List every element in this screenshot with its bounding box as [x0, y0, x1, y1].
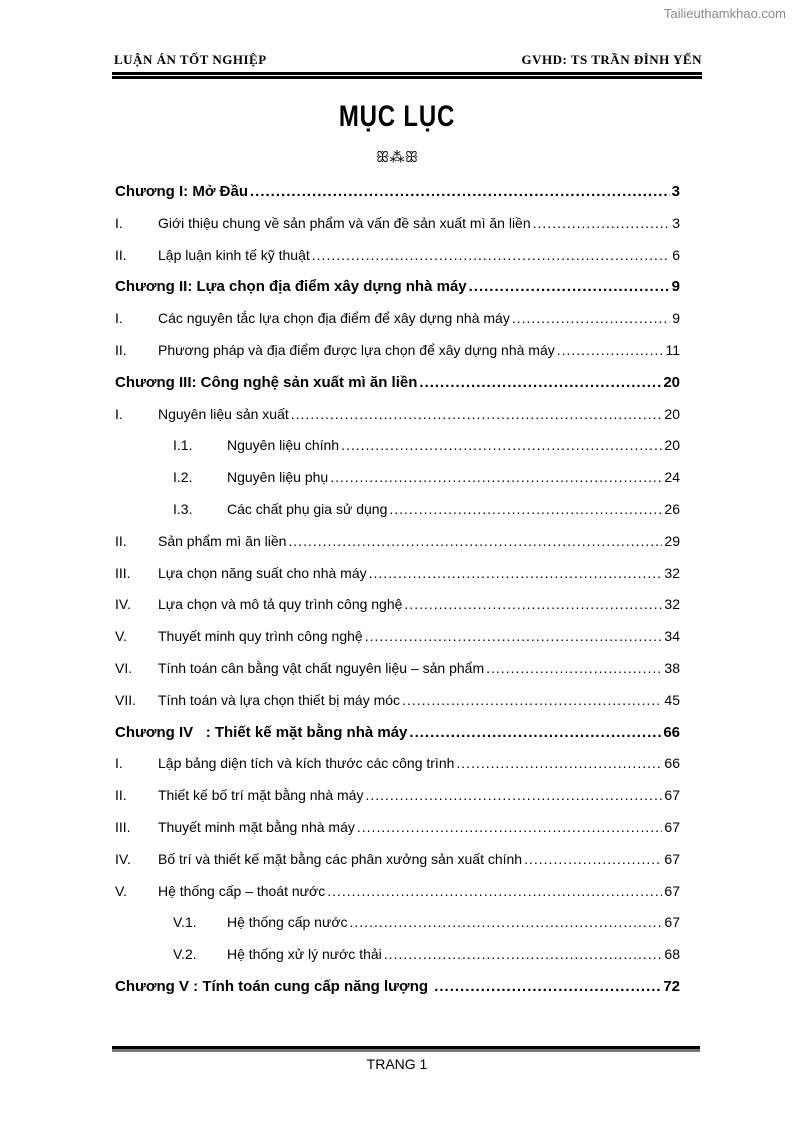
toc-entry[interactable]: [115, 335, 680, 367]
dot-leader: [389, 494, 662, 526]
entry-number: V.1.: [173, 914, 197, 931]
toc-chapter-entry[interactable]: [115, 971, 680, 1003]
entry-number: II.: [115, 341, 127, 358]
toc-entry[interactable]: [115, 526, 680, 558]
entry-number: I.2.: [173, 469, 193, 486]
entry-title: Chương IV : Thiết kế mặt bằng nhà máy: [115, 723, 408, 741]
ornament-icon: ꕥ⁂ꕥ: [375, 148, 419, 166]
entry-number: I.: [115, 214, 123, 231]
entry-title: Sản phẩm mì ăn liền: [158, 532, 287, 549]
dot-leader: [365, 780, 662, 812]
toc-chapter-entry[interactable]: [115, 717, 680, 749]
entry-page: 20: [663, 373, 680, 391]
entry-title: Lập luận kinh tế kỹ thuật: [158, 246, 310, 263]
dot-leader: [419, 367, 661, 399]
entry-number: I.: [115, 310, 123, 327]
entry-page: 67: [664, 787, 680, 804]
toc-chapter-entry[interactable]: [115, 367, 680, 399]
entry-page: 67: [664, 882, 680, 899]
dot-leader: [330, 462, 662, 494]
entry-page: 11: [665, 341, 680, 358]
toc-entry[interactable]: [115, 748, 680, 780]
dot-leader: [456, 748, 662, 780]
entry-page: 67: [664, 850, 680, 867]
entry-number: V.: [115, 628, 127, 645]
header-left: LUẬN ÁN TỐT NGHIỆP: [114, 52, 267, 67]
entry-page: 72: [663, 977, 680, 995]
dot-leader: [341, 430, 662, 462]
entry-page: 20: [664, 405, 680, 422]
entry-title: Giới thiệu chung về sản phẩm và vấn đề sản xuất mì ăn liền: [158, 214, 531, 231]
entry-page: 3: [671, 183, 680, 200]
entry-title: Chương I: Mở Đầu: [115, 183, 249, 200]
toc-entry[interactable]: [115, 399, 680, 431]
dot-leader: [250, 176, 670, 208]
entry-title: Phương pháp và địa điểm được lựa chọn để xây dựng nhà máy: [158, 341, 555, 358]
toc-chapter-entry[interactable]: [115, 176, 680, 208]
entry-page: 9: [671, 278, 680, 296]
entry-number: IV.: [115, 596, 131, 613]
entry-title: Thuyết minh quy trình công nghệ: [158, 628, 363, 645]
entry-number: I.3.: [173, 500, 193, 517]
toc-entry[interactable]: [115, 876, 680, 908]
entry-title: Chương II: Lựa chọn địa điểm xây dựng nhà máy: [115, 278, 467, 296]
dot-leader: [434, 971, 661, 1003]
dot-leader: [557, 335, 664, 367]
page-title: MỤC LỤC: [338, 100, 456, 133]
dot-leader: [512, 303, 670, 335]
entry-page: 66: [664, 755, 680, 772]
toc-entry[interactable]: [115, 812, 680, 844]
header-rule: [112, 72, 702, 76]
entry-number: V.2.: [173, 946, 197, 963]
toc-entry[interactable]: [115, 685, 680, 717]
entry-number: I.: [115, 755, 123, 772]
watermark: Tailieuthamkhao.com: [663, 6, 786, 21]
entry-page: 24: [664, 469, 680, 486]
entry-title: Nguyên liệu sản xuất: [158, 405, 289, 422]
toc-entry[interactable]: [115, 430, 680, 462]
dot-leader: [469, 271, 670, 303]
entry-title: Tính toán cân bằng vật chất nguyên liệu – sản phẩm: [158, 659, 485, 676]
toc-entry[interactable]: [115, 621, 680, 653]
dot-leader: [533, 208, 671, 240]
entry-title: Các nguyên tắc lựa chọn địa điểm để xây dựng nhà máy: [158, 310, 510, 327]
toc-entry[interactable]: [115, 653, 680, 685]
entry-page: 29: [664, 532, 680, 549]
dot-leader: [365, 621, 663, 653]
entry-page: 20: [664, 437, 680, 454]
table-of-contents: [115, 176, 680, 1003]
entry-number: II.: [115, 246, 127, 263]
entry-page: 38: [664, 659, 680, 676]
entry-title: Lựa chọn năng suất cho nhà máy: [158, 564, 367, 581]
toc-entry[interactable]: [115, 780, 680, 812]
entry-number: III.: [115, 818, 131, 835]
entry-title: Các chất phụ gia sử dụng: [227, 500, 388, 517]
entry-page: 32: [664, 596, 680, 613]
entry-page: 32: [664, 564, 680, 581]
entry-page: 67: [664, 818, 680, 835]
entry-number: VI.: [115, 659, 133, 676]
toc-entry[interactable]: [115, 462, 680, 494]
entry-title: Nguyên liệu phụ: [227, 469, 329, 486]
entry-title: Thiết kế bố trí mặt bằng nhà máy: [158, 787, 364, 804]
dot-leader: [369, 558, 663, 590]
entry-page: 67: [664, 914, 680, 931]
entry-page: 3: [672, 214, 680, 231]
toc-entry[interactable]: [115, 303, 680, 335]
entry-title: Hệ thống cấp – thoát nước: [158, 882, 326, 899]
dot-leader: [404, 589, 662, 621]
header-right: GVHD: TS TRẦN ĐÌNH YẾN: [521, 52, 702, 67]
entry-page: 45: [664, 691, 680, 708]
dot-leader: [350, 907, 663, 939]
footer-rule: [112, 1046, 700, 1049]
entry-title: Hệ thống xử lý nước thải: [227, 946, 382, 963]
toc-entry[interactable]: [115, 844, 680, 876]
dot-leader: [402, 685, 662, 717]
dot-leader: [327, 876, 662, 908]
entry-title: Thuyết minh mặt bằng nhà máy: [158, 818, 355, 835]
toc-entry[interactable]: [115, 558, 680, 590]
dot-leader: [312, 240, 670, 272]
dot-leader: [524, 844, 662, 876]
entry-number: VII.: [115, 691, 137, 708]
toc-chapter-entry[interactable]: [115, 271, 680, 303]
entry-title: Bố trí và thiết kế mặt bằng các phân xưởng sản xuất chính: [158, 850, 523, 867]
toc-entry[interactable]: [115, 939, 680, 971]
page-number: TRANG 1: [366, 1056, 428, 1072]
entry-number: I.: [115, 405, 123, 422]
entry-title: Hệ thống cấp nước: [227, 914, 348, 931]
entry-title: Lựa chọn và mô tả quy trình công nghệ: [158, 596, 403, 613]
entry-page: 66: [663, 723, 680, 741]
entry-page: 34: [664, 628, 680, 645]
entry-title: Chương III: Công nghệ sản xuất mì ăn liền: [115, 373, 418, 391]
entry-number: II.: [115, 532, 127, 549]
entry-number: II.: [115, 787, 127, 804]
entry-number: I.1.: [173, 437, 193, 454]
entry-title: Nguyên liệu chính: [227, 437, 340, 454]
dot-leader: [357, 812, 663, 844]
entry-number: III.: [115, 564, 131, 581]
dot-leader: [409, 717, 661, 749]
entry-title: Chương V : Tính toán cung cấp năng lượng: [115, 977, 433, 995]
entry-page: 68: [664, 946, 680, 963]
dot-leader: [291, 399, 663, 431]
entry-title: Lập bảng diện tích và kích thước các công trình: [158, 755, 455, 772]
entry-number: V.: [115, 882, 127, 899]
toc-entry[interactable]: [115, 208, 680, 240]
toc-entry[interactable]: [115, 494, 680, 526]
entry-page: 26: [664, 500, 680, 517]
entry-page: 6: [672, 246, 680, 263]
toc-entry[interactable]: [115, 589, 680, 621]
dot-leader: [384, 939, 663, 971]
entry-number: IV.: [115, 850, 131, 867]
dot-leader: [486, 653, 662, 685]
entry-page: 9: [672, 310, 680, 327]
toc-entry[interactable]: [115, 907, 680, 939]
entry-title: Tính toán và lựa chọn thiết bị máy móc: [158, 691, 401, 708]
dot-leader: [288, 526, 662, 558]
toc-entry[interactable]: [115, 240, 680, 272]
